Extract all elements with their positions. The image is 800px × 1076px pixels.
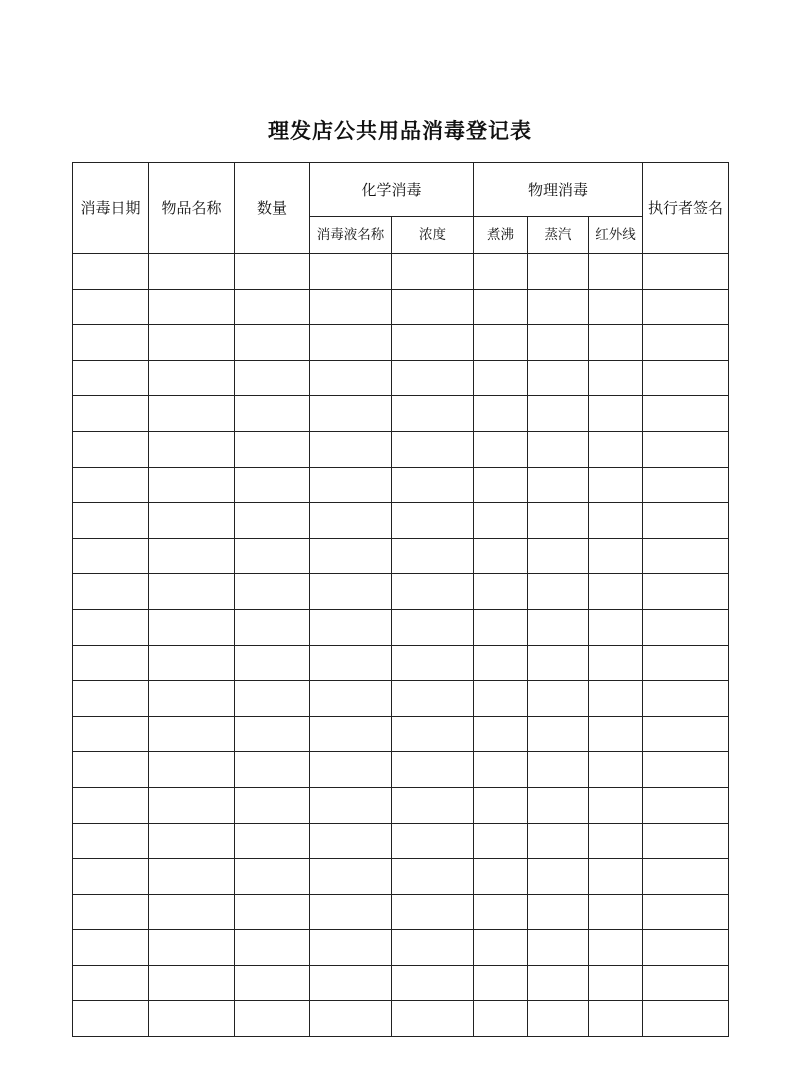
disinfectant-name-cell: [310, 681, 392, 717]
date-cell: [73, 645, 149, 681]
disinfectant-name-cell: [310, 396, 392, 432]
date-cell: [73, 965, 149, 1001]
concentration-cell: [392, 859, 474, 895]
concentration-cell: [392, 894, 474, 930]
item-name-cell: [149, 859, 235, 895]
item-name-cell: [149, 289, 235, 325]
disinfectant-name-cell: [310, 1001, 392, 1037]
header-steam: 蒸汽: [528, 217, 589, 254]
boiling-cell: [474, 894, 528, 930]
signature-cell: [643, 503, 729, 539]
quantity-cell: [235, 823, 310, 859]
item-name-cell: [149, 431, 235, 467]
disinfectant-name-cell: [310, 503, 392, 539]
signature-cell: [643, 716, 729, 752]
item-name-cell: [149, 930, 235, 966]
infrared-cell: [589, 787, 643, 823]
infrared-cell: [589, 325, 643, 361]
header-boiling: 煮沸: [474, 217, 528, 254]
steam-cell: [528, 752, 589, 788]
steam-cell: [528, 538, 589, 574]
signature-cell: [643, 645, 729, 681]
steam-cell: [528, 574, 589, 610]
header-physical-disinfection: 物理消毒: [474, 163, 643, 217]
item-name-cell: [149, 574, 235, 610]
quantity-cell: [235, 752, 310, 788]
steam-cell: [528, 965, 589, 1001]
date-cell: [73, 823, 149, 859]
boiling-cell: [474, 360, 528, 396]
concentration-cell: [392, 360, 474, 396]
infrared-cell: [589, 609, 643, 645]
infrared-cell: [589, 431, 643, 467]
quantity-cell: [235, 787, 310, 823]
table-row: [73, 574, 729, 610]
signature-cell: [643, 360, 729, 396]
table-row: [73, 965, 729, 1001]
quantity-cell: [235, 965, 310, 1001]
steam-cell: [528, 1001, 589, 1037]
disinfectant-name-cell: [310, 894, 392, 930]
concentration-cell: [392, 574, 474, 610]
table-row: [73, 396, 729, 432]
register-body: [73, 254, 729, 1037]
quantity-cell: [235, 396, 310, 432]
infrared-cell: [589, 645, 643, 681]
infrared-cell: [589, 930, 643, 966]
quantity-cell: [235, 360, 310, 396]
table-row: [73, 609, 729, 645]
concentration-cell: [392, 609, 474, 645]
steam-cell: [528, 823, 589, 859]
signature-cell: [643, 467, 729, 503]
table-row: [73, 752, 729, 788]
quantity-cell: [235, 467, 310, 503]
item-name-cell: [149, 1001, 235, 1037]
date-cell: [73, 360, 149, 396]
disinfectant-name-cell: [310, 787, 392, 823]
table-row: [73, 645, 729, 681]
date-cell: [73, 930, 149, 966]
concentration-cell: [392, 823, 474, 859]
concentration-cell: [392, 787, 474, 823]
table-row: [73, 859, 729, 895]
signature-cell: [643, 574, 729, 610]
signature-cell: [643, 609, 729, 645]
steam-cell: [528, 859, 589, 895]
boiling-cell: [474, 254, 528, 290]
signature-cell: [643, 396, 729, 432]
header-chemical-disinfection: 化学消毒: [310, 163, 474, 217]
steam-cell: [528, 360, 589, 396]
item-name-cell: [149, 681, 235, 717]
date-cell: [73, 503, 149, 539]
table-row: [73, 431, 729, 467]
date-cell: [73, 787, 149, 823]
boiling-cell: [474, 965, 528, 1001]
date-cell: [73, 716, 149, 752]
concentration-cell: [392, 681, 474, 717]
item-name-cell: [149, 752, 235, 788]
signature-cell: [643, 431, 729, 467]
item-name-cell: [149, 360, 235, 396]
steam-cell: [528, 681, 589, 717]
disinfectant-name-cell: [310, 467, 392, 503]
steam-cell: [528, 325, 589, 361]
infrared-cell: [589, 716, 643, 752]
disinfectant-name-cell: [310, 609, 392, 645]
boiling-cell: [474, 823, 528, 859]
concentration-cell: [392, 752, 474, 788]
quantity-cell: [235, 574, 310, 610]
item-name-cell: [149, 254, 235, 290]
table-row: [73, 823, 729, 859]
disinfectant-name-cell: [310, 965, 392, 1001]
disinfectant-name-cell: [310, 254, 392, 290]
quantity-cell: [235, 538, 310, 574]
table-row: [73, 1001, 729, 1037]
signature-cell: [643, 894, 729, 930]
signature-cell: [643, 752, 729, 788]
concentration-cell: [392, 431, 474, 467]
disinfectant-name-cell: [310, 645, 392, 681]
date-cell: [73, 396, 149, 432]
item-name-cell: [149, 538, 235, 574]
steam-cell: [528, 503, 589, 539]
header-item-name: 物品名称: [149, 163, 235, 254]
infrared-cell: [589, 360, 643, 396]
steam-cell: [528, 716, 589, 752]
concentration-cell: [392, 467, 474, 503]
date-cell: [73, 467, 149, 503]
item-name-cell: [149, 823, 235, 859]
date-cell: [73, 859, 149, 895]
concentration-cell: [392, 965, 474, 1001]
item-name-cell: [149, 894, 235, 930]
date-cell: [73, 752, 149, 788]
steam-cell: [528, 396, 589, 432]
steam-cell: [528, 254, 589, 290]
infrared-cell: [589, 574, 643, 610]
boiling-cell: [474, 681, 528, 717]
steam-cell: [528, 467, 589, 503]
boiling-cell: [474, 538, 528, 574]
table-row: [73, 467, 729, 503]
disinfectant-name-cell: [310, 325, 392, 361]
signature-cell: [643, 254, 729, 290]
disinfectant-name-cell: [310, 716, 392, 752]
date-cell: [73, 254, 149, 290]
quantity-cell: [235, 894, 310, 930]
item-name-cell: [149, 645, 235, 681]
quantity-cell: [235, 930, 310, 966]
concentration-cell: [392, 930, 474, 966]
header-quantity: 数量: [235, 163, 310, 254]
infrared-cell: [589, 1001, 643, 1037]
infrared-cell: [589, 681, 643, 717]
table-row: [73, 325, 729, 361]
quantity-cell: [235, 325, 310, 361]
header-executor-signature-text: 执行者签名: [648, 199, 724, 217]
signature-cell: [643, 538, 729, 574]
steam-cell: [528, 431, 589, 467]
boiling-cell: [474, 787, 528, 823]
item-name-cell: [149, 503, 235, 539]
table-row: [73, 289, 729, 325]
signature-cell: [643, 289, 729, 325]
quantity-cell: [235, 503, 310, 539]
infrared-cell: [589, 396, 643, 432]
table-row: [73, 716, 729, 752]
concentration-cell: [392, 538, 474, 574]
infrared-cell: [589, 965, 643, 1001]
quantity-cell: [235, 289, 310, 325]
boiling-cell: [474, 289, 528, 325]
disinfectant-name-cell: [310, 289, 392, 325]
signature-cell: [643, 965, 729, 1001]
page-title: 理发店公共用品消毒登记表: [268, 119, 532, 143]
infrared-cell: [589, 538, 643, 574]
header-executor-signature: [643, 163, 729, 254]
table-row: [73, 503, 729, 539]
disinfectant-name-cell: [310, 859, 392, 895]
infrared-cell: [589, 894, 643, 930]
quantity-cell: [235, 609, 310, 645]
boiling-cell: [474, 930, 528, 966]
table-row: [73, 930, 729, 966]
item-name-cell: [149, 965, 235, 1001]
disinfectant-name-cell: [310, 538, 392, 574]
header-concentration: 浓度: [392, 217, 474, 254]
disinfectant-name-cell: [310, 574, 392, 610]
signature-cell: [643, 930, 729, 966]
quantity-cell: [235, 645, 310, 681]
infrared-cell: [589, 503, 643, 539]
item-name-cell: [149, 467, 235, 503]
table-row: [73, 254, 729, 290]
disinfectant-name-cell: [310, 823, 392, 859]
disinfectant-name-cell: [310, 431, 392, 467]
concentration-cell: [392, 325, 474, 361]
boiling-cell: [474, 752, 528, 788]
quantity-cell: [235, 1001, 310, 1037]
disinfectant-name-cell: [310, 930, 392, 966]
steam-cell: [528, 894, 589, 930]
table-row: [73, 787, 729, 823]
table-row: [73, 681, 729, 717]
signature-cell: [643, 1001, 729, 1037]
boiling-cell: [474, 1001, 528, 1037]
date-cell: [73, 289, 149, 325]
boiling-cell: [474, 396, 528, 432]
date-cell: [73, 681, 149, 717]
boiling-cell: [474, 467, 528, 503]
item-name-cell: [149, 716, 235, 752]
infrared-cell: [589, 752, 643, 788]
table-row: [73, 360, 729, 396]
steam-cell: [528, 787, 589, 823]
boiling-cell: [474, 645, 528, 681]
header-infrared: 红外线: [589, 217, 643, 254]
signature-cell: [643, 681, 729, 717]
date-cell: [73, 538, 149, 574]
concentration-cell: [392, 289, 474, 325]
signature-cell: [643, 787, 729, 823]
boiling-cell: [474, 716, 528, 752]
quantity-cell: [235, 681, 310, 717]
disinfection-register-table: [72, 162, 729, 1037]
table-row: [73, 538, 729, 574]
concentration-cell: [392, 254, 474, 290]
date-cell: [73, 894, 149, 930]
date-cell: [73, 1001, 149, 1037]
signature-cell: [643, 823, 729, 859]
concentration-cell: [392, 503, 474, 539]
infrared-cell: [589, 254, 643, 290]
header-disinfectant-name: 消毒液名称: [310, 217, 392, 254]
steam-cell: [528, 609, 589, 645]
boiling-cell: [474, 859, 528, 895]
signature-cell: [643, 859, 729, 895]
quantity-cell: [235, 716, 310, 752]
item-name-cell: [149, 787, 235, 823]
quantity-cell: [235, 859, 310, 895]
infrared-cell: [589, 823, 643, 859]
boiling-cell: [474, 325, 528, 361]
concentration-cell: [392, 645, 474, 681]
date-cell: [73, 609, 149, 645]
header-disinfection-date: 消毒日期: [73, 163, 149, 254]
disinfectant-name-cell: [310, 752, 392, 788]
boiling-cell: [474, 503, 528, 539]
boiling-cell: [474, 574, 528, 610]
steam-cell: [528, 289, 589, 325]
boiling-cell: [474, 431, 528, 467]
quantity-cell: [235, 431, 310, 467]
infrared-cell: [589, 859, 643, 895]
item-name-cell: [149, 396, 235, 432]
concentration-cell: [392, 396, 474, 432]
steam-cell: [528, 645, 589, 681]
quantity-cell: [235, 254, 310, 290]
table-row: [73, 894, 729, 930]
steam-cell: [528, 930, 589, 966]
signature-cell: [643, 325, 729, 361]
date-cell: [73, 574, 149, 610]
item-name-cell: [149, 325, 235, 361]
infrared-cell: [589, 467, 643, 503]
infrared-cell: [589, 289, 643, 325]
date-cell: [73, 431, 149, 467]
concentration-cell: [392, 716, 474, 752]
concentration-cell: [392, 1001, 474, 1037]
date-cell: [73, 325, 149, 361]
item-name-cell: [149, 609, 235, 645]
boiling-cell: [474, 609, 528, 645]
disinfectant-name-cell: [310, 360, 392, 396]
